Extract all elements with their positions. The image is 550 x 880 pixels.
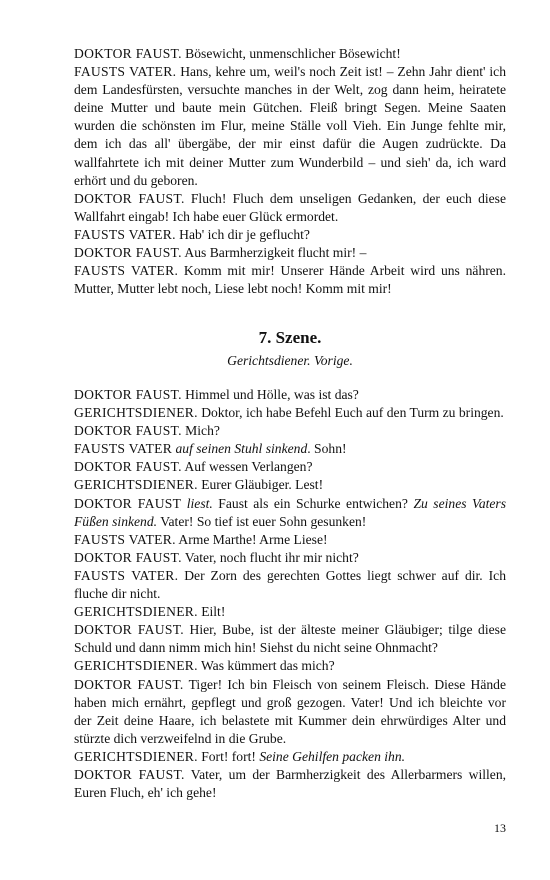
dialogue-line	[74, 190, 506, 226]
stage-direction: Seine Gehilfen packen ihn.	[259, 748, 406, 764]
scene-stage-direction: Gerichtsdiener. Vorige.	[227, 353, 353, 368]
speaker-name: GERICHTSDIENER.	[74, 748, 198, 764]
stage-direction: Zu seines Vaters Füßen sinkend.	[74, 495, 507, 529]
dialogue-line	[74, 244, 506, 262]
spoken-text: . Sohn!	[307, 441, 347, 457]
dialogue-line	[74, 404, 506, 422]
spoken-text: Was kümmert das mich?	[200, 658, 335, 674]
spoken-text: Vater, noch flucht ihr mir nicht?	[184, 549, 359, 565]
dialogue-line	[74, 440, 506, 458]
speaker-name: DOKTOR FAUST.	[74, 387, 182, 402]
dialogue-line	[74, 386, 506, 404]
dialogue-line	[74, 45, 506, 63]
dialogue-line	[74, 476, 506, 494]
spoken-text: Vater! So tief ist euer Sohn gesunken!	[157, 513, 367, 529]
dialogue-line	[74, 621, 506, 657]
speaker-name: FAUSTS VATER.	[74, 567, 179, 583]
spoken-text: Eurer Gläubiger. Lest!	[201, 477, 324, 493]
speaker-name: GERICHTSDIENER.	[74, 658, 198, 674]
dialogue-line	[74, 676, 506, 748]
dialogue-block-1	[74, 45, 506, 298]
scene-title: 7. Szene.	[258, 328, 322, 347]
dialogue-line	[74, 63, 506, 190]
spoken-text: Aus Barmherzigkeit flucht mir! –	[184, 245, 367, 261]
speaker-name: DOKTOR FAUST.	[74, 423, 182, 439]
spoken-text: Hab' ich dir je geflucht?	[179, 226, 310, 242]
speaker-name: FAUSTS VATER.	[74, 226, 176, 242]
spoken-text: Auf wessen Verlangen?	[184, 459, 313, 475]
spoken-text: Arme Marthe! Arme Liese!	[178, 531, 328, 547]
speaker-name: DOKTOR FAUST	[74, 495, 182, 511]
spoken-text: Faust als ein Schurke entwichen?	[212, 495, 414, 511]
speaker-name: FAUSTS VATER	[74, 441, 173, 457]
dialogue-line	[74, 549, 506, 567]
dialogue-line	[74, 531, 506, 549]
spoken-text: Hier, Bube, ist der älteste meiner Gläubiger; tilge diese Schuld und dann nimm mich hin! Siehst du nicht seine Ohnmacht?	[74, 622, 506, 656]
spoken-text: Komm mit mir! Unserer Hände Arbeit wird uns nähren. Mutter, Mutter lebt noch, Liese lebt noch! Komm mit mir!	[74, 263, 507, 297]
spoken-text: Vater, um der Barmherzigkeit des Allerbarmers willen, Euren Fluch, eh' ich gehe!	[74, 766, 507, 801]
spoken-text: Himmel und Hölle, was ist das?	[185, 387, 359, 402]
stage-direction: auf seinen Stuhl sinkend	[175, 441, 308, 457]
dialogue-line	[74, 748, 506, 766]
dialogue-line	[74, 567, 506, 603]
spoken-text: Tiger! Ich bin Fleisch von seinem Fleisch. Diese Hände haben mich ernährt, gepflegt und groß gezogen. Vater! Und ich bleichte vor der Zeit deine Haare, ich belastete mit Kummer dein ehrwürdiges Alter und stürzte dich verzweifelnd in die Grube.	[74, 676, 506, 746]
spoken-text: Fluch! Fluch dem unseligen Gedanken, der euch diese Wallfahrt eingab! Ich habe euer Glück ermordet.	[74, 190, 507, 224]
speaker-name: DOKTOR FAUST.	[74, 676, 184, 692]
speaker-name: DOKTOR FAUST.	[74, 622, 184, 638]
speaker-name: GERICHTSDIENER.	[74, 405, 198, 421]
speaker-name: FAUSTS VATER.	[74, 64, 177, 80]
stage-direction: liest.	[186, 495, 213, 511]
speaker-name: GERICHTSDIENER.	[74, 477, 198, 493]
dialogue-line	[74, 262, 506, 298]
spoken-text: Hans, kehre um, weil's noch Zeit ist! – Zehn Jahr dient' ich dem Landesfürsten, versuchte manches in der Welt, zog dann heim, heiratete deine Mutter und baute mein Gütchen. Fleiß bringt Segen. Meine Saaten wurden die schönsten im Flur, meine Ställe voll Vieh. Ein Junge fehlte mir, dem ich das all' übergäbe, der mir einst dafür die Augen zudrückte. Da wallfahrtete ich mit deiner Mutter zum Wunderbild – und sieh' da, ich ward erhört und du geboren.	[74, 64, 506, 188]
spoken-text: Bösewicht, unmenschlicher Bösewicht!	[185, 46, 401, 61]
speaker-name: GERICHTSDIENER.	[74, 604, 198, 620]
dialogue-line	[74, 495, 506, 531]
speaker-name: FAUSTS VATER.	[74, 263, 179, 279]
speaker-name: DOKTOR FAUST.	[74, 766, 185, 782]
spoken-text: Doktor, ich habe Befehl Euch auf den Turm zu bringen.	[201, 405, 504, 421]
speaker-name: DOKTOR FAUST.	[74, 245, 182, 261]
spoken-text: Eilt!	[201, 604, 226, 620]
speaker-name: DOKTOR FAUST.	[74, 459, 182, 475]
dialogue-line	[74, 657, 506, 675]
speaker-name: DOKTOR FAUST.	[74, 549, 182, 565]
dialogue-line	[74, 422, 506, 440]
spoken-text: Der Zorn des gerechten Gottes liegt schwer auf dir. Ich fluche dir nicht.	[74, 567, 506, 602]
dialogue-line	[74, 226, 506, 244]
dialogue-block-2	[74, 386, 506, 802]
speaker-name: FAUSTS VATER.	[74, 531, 176, 547]
speaker-name: DOKTOR FAUST.	[74, 190, 185, 206]
page-number: 13	[494, 821, 506, 835]
dialogue-line	[74, 458, 506, 476]
spoken-text: Mich?	[185, 423, 220, 439]
spoken-text: Fort! fort!	[201, 748, 260, 764]
dialogue-line	[74, 766, 506, 802]
dialogue-line	[74, 603, 506, 621]
speaker-name: DOKTOR FAUST.	[74, 46, 182, 61]
